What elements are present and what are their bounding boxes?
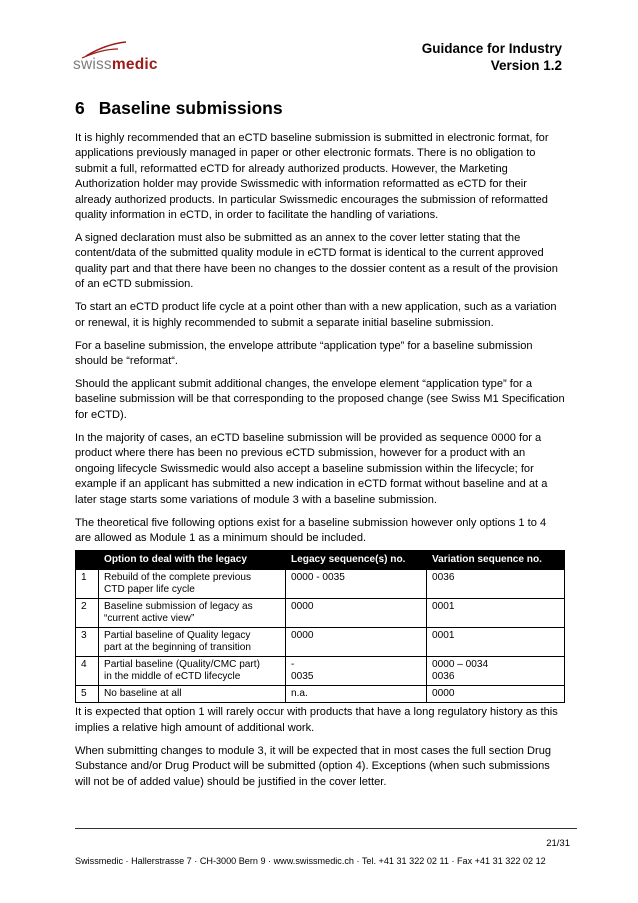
column-header-option: Option to deal with the legacy [99,551,286,570]
section-heading [75,98,565,119]
section-title: Baseline submissions [98,98,283,118]
variation-cell: 0000 – 0034 0036 [427,657,565,686]
header-version: Version 1.2 [490,58,562,73]
header-title: Guidance for Industry [421,41,562,56]
footer-contact: Swissmedic · Hallerstrasse 7 · CH-3000 Bern 9 · www.swissmedic.ch · Tel. +41 31 322 02 11 · Fax +41 31 322 02 12 [75,856,546,866]
row-number: 5 [76,686,99,703]
table-row [76,657,565,686]
table-row [76,686,565,703]
legacy-cell: - 0035 [286,657,427,686]
option-cell: Baseline submission of legacy as “current active view” [99,599,286,628]
option-cell: Partial baseline (Quality/CMC part) in the middle of eCTD lifecycle [99,657,286,686]
document-header [422,40,562,74]
column-header-legacy: Legacy sequence(s) no. [286,551,427,570]
table-row [76,570,565,599]
paragraph: For a baseline submission, the envelope attribute “application type” for a baseline submission should be “reformat“. [75,339,533,368]
legacy-cell: n.a. [286,686,427,703]
column-header-variation: Variation sequence no. [427,551,565,570]
footer-divider [75,828,577,829]
row-number: 1 [76,570,99,599]
paragraph: It is highly recommended that an eCTD baseline submission is submitted in electronic format, for applications previously managed in paper or other electronic formats. There is no obligation to submit a full, reformatted eCTD for already authorized products. However, the Marketing Authorization holder may provide Swissmedic with information reformatted as eCTD for their already authorized products. In particular Swissmedic encourages the submission of reformatted quality information in eCTD, in order to facilitate the handling of variations. [75,132,549,222]
option-cell: No baseline at all [99,686,286,703]
variation-cell: 0001 [427,599,565,628]
column-header-number [76,551,99,570]
variation-cell: 0000 [427,686,565,703]
paragraph: The theoretical five following options exist for a baseline submission however only options 1 to 4 are allowed as Module 1 as a minimum should be included. [75,516,547,544]
baseline-options-table [75,550,565,703]
variation-cell: 0036 [427,570,565,599]
table-header-row [76,551,565,570]
option-cell: Partial baseline of Quality legacy part at the beginning of transition [99,628,286,657]
paragraph: Should the applicant submit additional changes, the envelope element “application type” for a baseline submission will be that corresponding to the proposed change (see Swiss M1 Specification for eCTD). [75,378,565,421]
section-number: 6 [75,98,85,118]
row-number: 4 [76,657,99,686]
table-row [76,599,565,628]
table-row [76,628,565,657]
paragraph: When submitting changes to module 3, it will be expected that in most cases the full section Drug Substance and/or Drug Product will be submitted (option 4). Exceptions (when such submissions will not be of added value) should be justified in the cover letter. [75,744,552,788]
paragraph: In the majority of cases, an eCTD baseline submission will be provided as sequence 0000 for a product where there has been no previous eCTD submission, however for a product with an ongoing lifecycle Swissmedic would also accept a baseline submission within the lifecycle; for example if an applicant has submitted a new indication in eCTD format without baseline and at a later stage starts some variations of module 3 with a baseline submission. [75,431,548,506]
paragraph: It is expected that option 1 will rarely occur with products that have a long regulatory history as this implies a relative high amount of additional work. [75,706,558,734]
main-content [75,98,565,798]
logo-wordmark: swissmedic [73,56,158,73]
paragraph: A signed declaration must also be submitted as an annex to the cover letter stating that the content/data of the submitted quality module in eCTD format is identical to the current approved quality part and that there have been no changes to the dossier content as a result of the provision of an eCTD submission. [75,232,558,291]
row-number: 2 [76,599,99,628]
legacy-cell: 0000 [286,599,427,628]
swissmedic-logo [68,40,178,80]
variation-cell: 0001 [427,628,565,657]
option-cell: Rebuild of the complete previous CTD paper life cycle [99,570,286,599]
page-number: 21/31 [546,838,570,849]
paragraph: To start an eCTD product life cycle at a point other than with a new application, such as a variation or renewal, it is highly recommended to submit a separate initial baseline submission. [75,301,557,329]
legacy-cell: 0000 [286,628,427,657]
row-number: 3 [76,628,99,657]
legacy-cell: 0000 - 0035 [286,570,427,599]
